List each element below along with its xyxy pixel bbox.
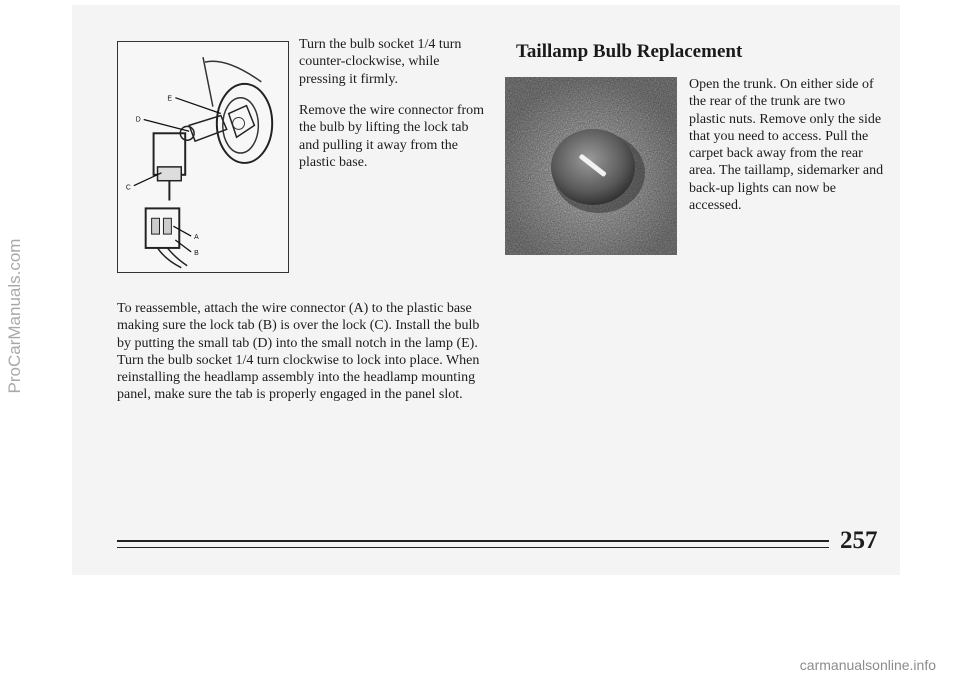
callout-a: A <box>194 234 199 242</box>
callout-e: E <box>167 95 173 103</box>
plastic-nut-photo-image <box>505 77 677 255</box>
headlamp-housing-inner <box>223 98 259 153</box>
taillamp-section-heading: Taillamp Bulb Replacement <box>516 41 743 62</box>
taillamp-body-paragraph: Open the trunk. On either side of the rear of the trunk are two plastic nuts. Remove only the side that you need to access. Pull the carpet back away from the rear area. The taillamp, sidemarker and back-up lights can now be accessed. <box>689 77 884 214</box>
footer-rule-thick <box>117 540 829 542</box>
callout-b: B <box>194 249 199 257</box>
headlamp-housing-top <box>205 61 261 82</box>
bulb-socket-base <box>158 167 182 181</box>
wire-lead <box>203 57 213 106</box>
headlamp-bulb-illustration <box>118 42 288 272</box>
footer-rule-thin <box>117 547 829 548</box>
remove-connector-paragraph: Remove the wire connector from the bulb by lifting the lock tab and pulling it away from the plastic base. <box>299 103 485 170</box>
reassemble-paragraph: To reassemble, attach the wire connector (A) to the plastic base making sure the lock tab (B) is over the lock (C). Install the bulb by putting the small tab (D) into the small notch in the lamp (E). Turn the bulb socket 1/4 turn clockwise to lock into place. When reinstalling the headlamp assembly into the headlamp mounting panel, make sure the tab is properly engaged in the panel slot. <box>117 301 480 403</box>
callout-d: D <box>135 116 141 124</box>
socket-hole <box>233 117 245 129</box>
callout-c: C <box>125 184 131 192</box>
page-number: 257 <box>840 527 878 554</box>
side-watermark <box>2 96 28 536</box>
callout-leader-a <box>173 226 191 236</box>
footer-watermark: carmanualsonline.info <box>799 657 936 673</box>
callout-leader-d <box>144 119 189 131</box>
wire-connector-body <box>146 208 180 248</box>
turn-socket-paragraph: Turn the bulb socket 1/4 turn counter-clockwise, while pressing it firmly. <box>299 37 462 87</box>
callout-leader-b <box>175 240 191 252</box>
wire-connector-tab <box>163 218 171 234</box>
headlamp-bulb-diagram <box>117 41 289 273</box>
wire-connector-tab <box>152 218 160 234</box>
wire-bundle <box>158 248 188 268</box>
callout-leader-e <box>175 98 220 114</box>
bulb-glass <box>189 115 227 141</box>
trunk-plastic-nut-photo <box>505 77 677 255</box>
side-watermark-text: ProCarManuals.com <box>5 238 24 394</box>
